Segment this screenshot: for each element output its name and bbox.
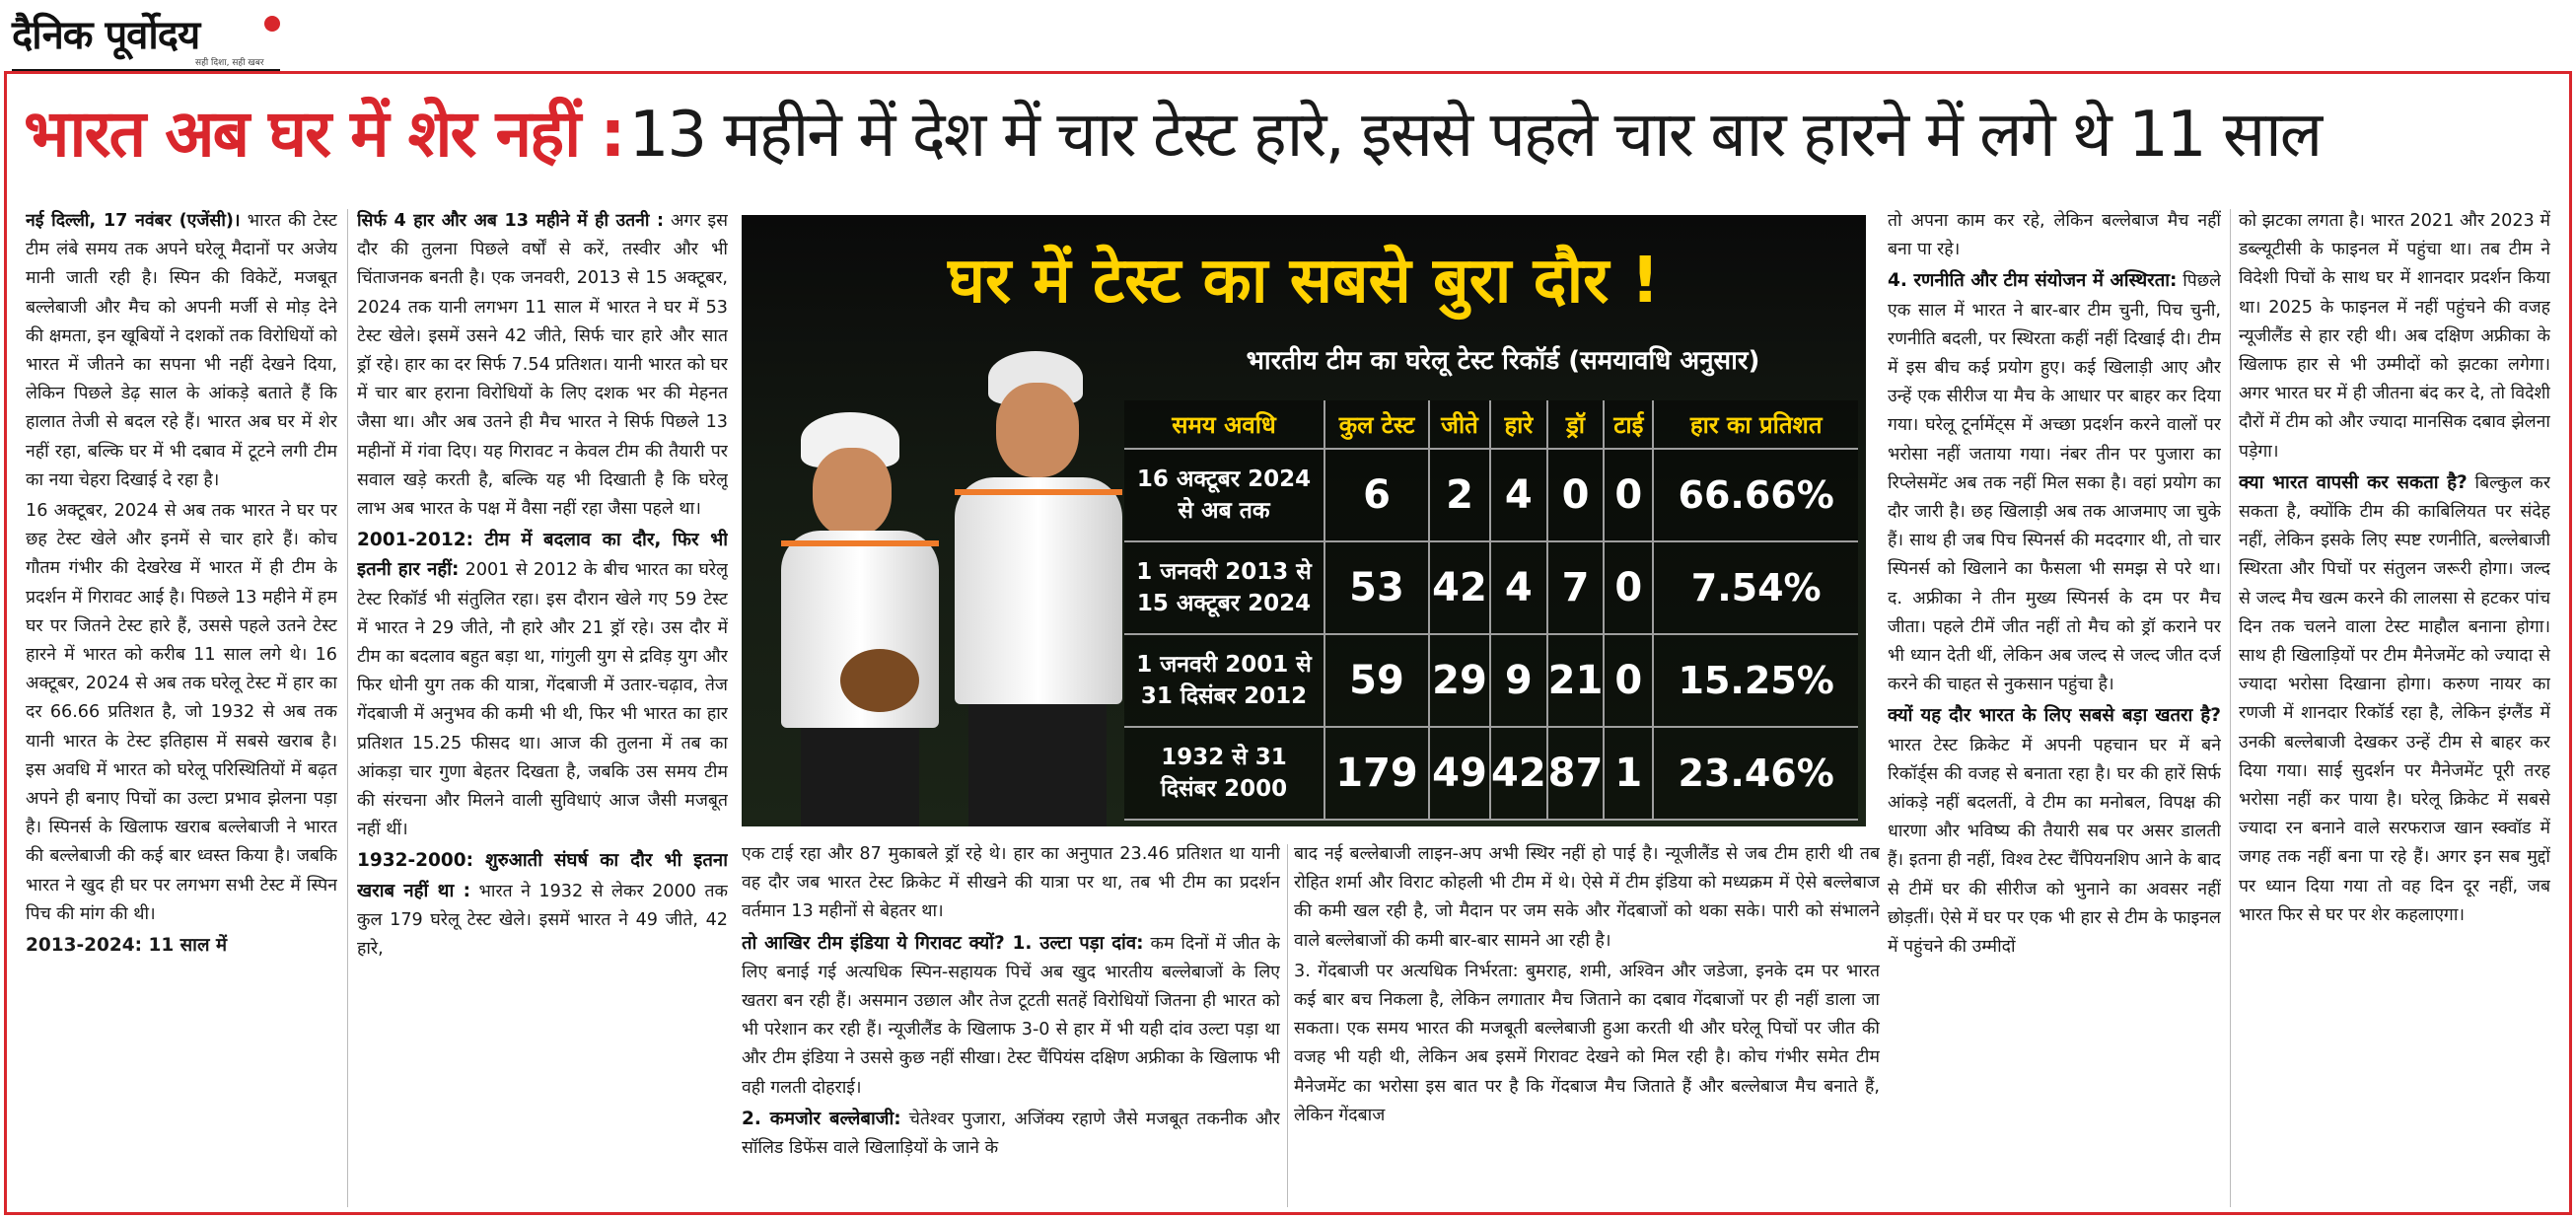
lost-cell: 4 bbox=[1491, 450, 1548, 542]
column-header: टाई bbox=[1605, 400, 1654, 450]
period-cell: 1 जनवरी 2013 से 15 अक्टूबर 2024 bbox=[1124, 542, 1325, 635]
total-cell: 179 bbox=[1325, 728, 1430, 821]
logo-tagline: सही दिशा, सही खबर bbox=[195, 58, 264, 68]
subheading: 4. रणनीति और टीम संयोजन में अस्थिरता: bbox=[1888, 270, 2178, 292]
won-cell: 42 bbox=[1430, 542, 1491, 635]
article-column-3 bbox=[742, 840, 1280, 1211]
loss-percent-cell: 7.54% bbox=[1654, 542, 1858, 635]
paragraph: तो अपना काम कर रहे, लेकिन बल्लेबाज मैच नहीं बना पा रहे। bbox=[1888, 211, 2221, 260]
loss-percent-cell: 23.46% bbox=[1654, 728, 1858, 821]
won-cell: 49 bbox=[1430, 728, 1491, 821]
headline bbox=[24, 87, 2558, 185]
tie-cell: 0 bbox=[1605, 450, 1654, 542]
column-header: जीते bbox=[1430, 400, 1491, 450]
table-row bbox=[1124, 450, 1858, 542]
lost-cell: 9 bbox=[1491, 635, 1548, 728]
tie-cell: 0 bbox=[1605, 542, 1654, 635]
paragraph: सिर्फ 4 हार और अब 13 महीने में ही उतनी : अगर इस दौर की तुलना पिछले वर्षों से करें, तस्वीर और भी चिंताजनक बनती है। एक जनवरी, 2013 से 15 अक्टूबर, 2024 तक यानी लगभग 11 साल में भारत ने घर में 53 टेस्ट खेले। इसमें उसने 42 जीते, सिर्फ चार हारे और सात ड्रॉ रहे। हार का दर सिर्फ 7.54 प्रतिशत। यानी भारत को घर में चार बार हराना विरोधियों के लिए दशक भर की मेहनत जैसा था। और अब उतने ही मैच भारत ने सिर्फ पिछले 13 महीनों में गंवा दिए। यह गिरावट न केवल टीम की तैयारी पर सवाल खड़े करती है, बल्कि यह भी दिखाती है कि घरेलू लाभ अब भारत के पक्ष में वैसा नहीं रहा जैसा पहले था। bbox=[357, 211, 728, 520]
paragraph: एक टाई रहा और 87 मुकाबले ड्रॉ रहे थे। हार का अनुपात 23.46 प्रतिशत था यानी वह दौर जब भारत टेस्ट क्रिकेट में सीखने की यात्रा पर था, तब भी टीम का प्रदर्शन वर्तमान 13 महीनों से बेहतर था। bbox=[742, 844, 1280, 922]
loss-percent-cell: 15.25% bbox=[1654, 635, 1858, 728]
paragraph: 4. रणनीति और टीम संयोजन में अस्थिरता: पिछले एक साल में भारत ने बार-बार टीम चुनी, पिच चुनी, रणनीति बदली, पर स्थिरता कहीं नहीं दिखाई दी। टीम में इस बीच कई प्रयोग हुए। कई खिलाड़ी आए और उन्हें एक सीरीज या मैच के आधार पर बाहर कर दिया गया। घरेलू टूर्नामेंट्स में अच्छा प्रदर्शन करने वालों पर भरोसा नहीं जताया गया। नंबर तीन पर पुजारा का रिप्लेसमेंट अब तक नहीं मिल सका है। वहां प्रयोग का दौर जारी है। छह खिलाड़ी अब तक आजमाए जा चुके हैं। साथ ही जब पिच स्पिनर्स की मददगार थी, तो चार स्पिनर्स को खिलाने का फैसला भी समझ से परे था। द. अफ्रीका ने तीन मुख्य स्पिनर्स के दम पर मैच जीता। पहले टीमें जीत नहीं तो मैच को ड्रॉ कराने पर भी ध्यान देती थीं, लेकिन अब जल्द से जल्द जीत दर्ज करने की चाहत से नुकसान पहुंचा है। bbox=[1888, 270, 2221, 695]
lost-cell: 42 bbox=[1491, 728, 1548, 821]
subheading: सिर्फ 4 हार और अब 13 महीने में ही उतनी : bbox=[357, 211, 665, 231]
period-cell: 1932 से 31 दिसंबर 2000 bbox=[1124, 728, 1325, 821]
article-column-2 bbox=[357, 207, 728, 1211]
draw-cell: 87 bbox=[1548, 728, 1606, 821]
column-header: हार का प्रतिशत bbox=[1654, 400, 1858, 450]
loss-percent-cell: 66.66% bbox=[1654, 450, 1858, 542]
period-cell: 16 अक्टूबर 2024 से अब तक bbox=[1124, 450, 1325, 542]
column-header: हारे bbox=[1491, 400, 1548, 450]
logo-dot-icon bbox=[264, 16, 280, 32]
subheading: 2. कमजोर बल्लेबाजी: bbox=[742, 1108, 901, 1129]
subheading: तो आखिर टीम इंडिया ये गिरावट क्यों? 1. उल्टा पड़ा दांव: bbox=[742, 932, 1144, 954]
draw-cell: 21 bbox=[1548, 635, 1606, 728]
article-column-6 bbox=[2239, 207, 2550, 1211]
column-divider bbox=[347, 209, 348, 1207]
infographic-subtitle: भारतीय टीम का घरेलू टेस्ट रिकॉर्ड (समयावधि अनुसार) bbox=[1246, 346, 1760, 376]
column-header: कुल टेस्ट bbox=[1325, 400, 1430, 450]
player-illustration bbox=[742, 215, 1136, 826]
table-row bbox=[1124, 728, 1858, 821]
paragraph: 3. गेंदबाजी पर अत्यधिक निर्भरता: बुमराह, शमी, अश्विन और जडेजा, इनके दम पर भारत कई बार बच निकला है, लेकिन लगातार मैच जिताने का दबाव गेंदबाजों पर ही नहीं डाला जा सकता। एक समय भारत की मजबूती बल्लेबाजी हुआ करती थी और घरेलू पिचों पर जीत की वजह भी यही थी, लेकिन अब इसमें गिरावट देखने को मिल रही है। कोच गंभीर समेत टीम मैनेजमेंट का भरोसा इस बात पर है कि गेंदबाज मैच जिताते हैं और बल्लेबाज मैच बनाते हैं, लेकिन गेंदबाज bbox=[1294, 961, 1880, 1125]
newspaper-logo[interactable]: दैनिक पूर्वोदय bbox=[12, 12, 200, 58]
paragraph: तो आखिर टीम इंडिया ये गिरावट क्यों? 1. उल्टा पड़ा दांव: कम दिनों में जीत के लिए बनाई गई अत्यधिक स्पिन-सहायक पिचें अब खुद भारतीय बल्लेबाजों के लिए खतरा बन रही हैं। असमान उछाल और तेज टूटती सतहें विरोधियों जितना ही भारत को भी परेशान कर रही हैं। न्यूजीलैंड के खिलाफ 3-0 से हार में भी यही दांव उल्टा पड़ा था और टीम इंडिया ने उससे कुछ नहीं सीखा। टेस्ट चैंपियंस दक्षिण अफ्रीका के खिलाफ भी वही गलती दोहराई। bbox=[742, 932, 1280, 1098]
subheading: 2001-2012: टीम में बदलाव का दौर, फिर भी इतनी हार नहीं: bbox=[357, 530, 728, 581]
won-cell: 2 bbox=[1430, 450, 1491, 542]
table-row bbox=[1124, 635, 1858, 728]
tie-cell: 1 bbox=[1605, 728, 1654, 821]
infographic-title: घर में टेस्ट का सबसे बुरा दौर ! bbox=[948, 245, 1660, 318]
column-divider bbox=[2230, 209, 2231, 1207]
column-divider bbox=[1287, 844, 1288, 1207]
subheading: क्यों यह दौर भारत के लिए सबसे बड़ा खतरा है? bbox=[1888, 705, 2221, 727]
tie-cell: 0 bbox=[1605, 635, 1654, 728]
paragraph: 2001-2012: टीम में बदलाव का दौर, फिर भी इतनी हार नहीं: 2001 से 2012 के बीच भारत का घरेलू टेस्ट रिकॉर्ड भी संतुलित रहा। इस दौरान खेले गए 59 टेस्ट में भारत ने 29 जीते, नौ हारे और 21 ड्रॉ रहे। उस दौर में टीम का बदलाव बहुत बड़ा था, गांगुली युग से द्रविड़ युग और फिर धोनी युग तक की यात्रा, गेंदबाजी में उतार-चढ़ाव, तेज गेंदबाजी में अनुभव की कमी भी थी, फिर भी भारत का हार प्रतिशत 15.25 फीसद था। आज की तुलना में तब का आंकड़ा चार गुणा बेहतर दिखता है, जबकि उस समय टीम की संरचना और मिलने वाली सुविधाएं आज जैसी मजबूत नहीं थीं। bbox=[357, 530, 728, 840]
draw-cell: 7 bbox=[1548, 542, 1606, 635]
paragraph: नई दिल्ली, 17 नवंबर (एजेंसी)। भारत की टेस्ट टीम लंबे समय तक अपने घरेलू मैदानों पर अजेय मानी जाती रही है। स्पिन की विकेटें, मजबूत बल्लेबाजी और मैच को अपनी मर्जी से मोड़ देने की क्षमता, इन खूबियों ने दशकों तक विरोधियों को भारत में जीतने का सपना भी नहीं देखने दिया, लेकिन पिछले डेढ़ साल के आंकड़े बताते हैं कि हालात तेजी से बदल रहे हैं। भारत अब घर में शेर नहीं रहा, बल्कि घर में भी दबाव में टूटने लगी टीम का नया चेहरा दिखाई दे रहा है। bbox=[26, 211, 337, 490]
won-cell: 29 bbox=[1430, 635, 1491, 728]
test-record-table bbox=[1124, 400, 1858, 821]
total-cell: 59 bbox=[1325, 635, 1430, 728]
paragraph: क्यों यह दौर भारत के लिए सबसे बड़ा खतरा है? भारत टेस्ट क्रिकेट में अपनी पहचान घर में बने रिकॉर्ड्स की वजह से बनाता रहा है। घर की हारें सिर्फ आंकड़े नहीं बदलतीं, वे टीम का मनोबल, विपक्ष की धारणा और भविष्य की तैयारी सब पर असर डालती हैं। इतना ही नहीं, विश्व टेस्ट चैंपियनशिप आने के बाद से टीमें घर की सीरीज को भुनाने का अवसर नहीं छोड़तीं। ऐसे में घर पर एक भी हार से टीम के फाइनल में पहुंचने की उम्मीदों bbox=[1888, 705, 2221, 958]
period-cell: 1 जनवरी 2001 से 31 दिसंबर 2012 bbox=[1124, 635, 1325, 728]
column-header: समय अवधि bbox=[1124, 400, 1325, 450]
dateline: नई दिल्ली, 17 नवंबर (एजेंसी)। bbox=[26, 211, 241, 231]
article-column-4 bbox=[1294, 840, 1880, 1211]
paragraph: 1932-2000: शुरुआती संघर्ष का दौर भी इतना खराब नहीं था : भारत ने 1932 से लेकर 2000 तक कुल 179 घरेलू टेस्ट खेले। इसमें भारत ने 49 जीते, 42 हारे, bbox=[357, 850, 728, 960]
total-cell: 6 bbox=[1325, 450, 1430, 542]
paragraph: को झटका लगता है। भारत 2021 और 2023 में डब्ल्यूटीसी के फाइनल में पहुंचा था। तब टीम ने विदेशी पिचों के साथ घर में शानदार प्रदर्शन किया था। 2025 के फाइनल में नहीं पहुंचने की वजह न्यूजीलैंड से हार रही थी। अब दक्षिण अफ्रीका के खिलाफ हार से भी उम्मीदों को झटका लगेगा। अगर भारत घर में ही जीतना बंद कर दे, तो विदेशी दौरों में टीम को और ज्यादा मानसिक दबाव झेलना पड़ेगा। bbox=[2239, 211, 2550, 462]
headline-main: 13 महीने में देश में चार टेस्ट हारे, इससे पहले चार बार हारने में लगे थे 11 साल bbox=[628, 99, 2322, 172]
masthead bbox=[12, 6, 278, 69]
paragraph: 2. कमजोर बल्लेबाजी: चेतेश्वर पुजारा, अजिंक्य रहाणे जैसे मजबूत तकनीक और सॉलिड डिफेंस वाले खिलाड़ियों के जाने के bbox=[742, 1108, 1280, 1159]
table-header-row bbox=[1124, 400, 1858, 450]
subheading: क्या भारत वापसी कर सकता है? bbox=[2239, 471, 2468, 493]
headline-lead: भारत अब घर में शेर नहीं : bbox=[24, 96, 624, 172]
article-column-5 bbox=[1888, 207, 2221, 1211]
subheading: 1932-2000: शुरुआती संघर्ष का दौर भी इतना खराब नहीं था : bbox=[357, 850, 728, 901]
draw-cell: 0 bbox=[1548, 450, 1606, 542]
paragraph: 16 अक्टूबर, 2024 से अब तक भारत ने घर पर छह टेस्ट खेले और इनमें से चार हारे हैं। कोच गौतम गंभीर की देखरेख में भारत में ही टीम के प्रदर्शन में गिरावट आई है। पिछले 13 महीने में हम घर पर जितने टेस्ट हारे हैं, उससे पहले उतने टेस्ट हारने में भारत को करीब 11 साल लगे थे। 16 अक्टूबर, 2024 से अब तक घरेलू टेस्ट में हार का दर 66.66 प्रतिशत है, जो 1932 से अब तक यानी भारत के टेस्ट इतिहास में सबसे खराब है। इस अवधि में भारत को घरेलू परिस्थितियों में बढ़त अपने ही बनाए पिचों का उल्टा प्रभाव झेलना पड़ा है। स्पिनर्स के खिलाफ खराब बल्लेबाजी ने भारत की बल्लेबाजी की कई बार ध्वस्त किया है। जबकि भारत ने खुद ही घर पर लगभग सभी टेस्ट में स्पिन पिच की मांग की थी। bbox=[26, 501, 337, 924]
column-header: ड्रॉ bbox=[1548, 400, 1606, 450]
article-column-1 bbox=[26, 207, 337, 1211]
infographic bbox=[742, 215, 1866, 826]
table-row bbox=[1124, 542, 1858, 635]
total-cell: 53 bbox=[1325, 542, 1430, 635]
paragraph: क्या भारत वापसी कर सकता है? बिल्कुल कर सकता है, क्योंकि टीम की काबिलियत पर संदेह नहीं, लेकिन इसके लिए स्पष्ट रणनीति, बल्लेबाजी स्थिरता और पिचों पर संतुलन जरूरी होगा। जल्द से जल्द मैच खत्म करने की लालसा से हटकर पांच दिन तक चलने वाला टेस्ट माहौल बनाना होगा। साथ ही खिलाड़ियों पर टीम मैनेजमेंट को ज्यादा से ज्यादा भरोसा दिखाना होगा। करुण नायर का रणजी में शानदार रिकॉर्ड रहा है, लेकिन इंग्लैंड में उनकी बल्लेबाजी देखकर उन्हें टीम से बाहर कर दिया गया। साई सुदर्शन पर मैनेजमेंट पूरी तरह भरोसा नहीं कर पाया है। घरेलू क्रिकेट में सबसे ज्यादा रन बनाने वाले सरफराज खान स्क्वॉड में जगह तक नहीं बना पा रहे हैं। अगर इन सब मुद्दों पर ध्यान दिया गया तो वह दिन दूर नहीं, जब भारत फिर से घर पर शेर कहलाएगा। bbox=[2239, 471, 2550, 925]
subheading: 2013-2024: 11 साल में bbox=[26, 935, 228, 957]
lost-cell: 4 bbox=[1491, 542, 1548, 635]
paragraph: बाद नई बल्लेबाजी लाइन-अप अभी स्थिर नहीं हो पाई है। न्यूजीलैंड से जब टीम हारी थी तब रोहित शर्मा और विराट कोहली भी टीम में थे। ऐसे में टीम इंडिया को मध्यक्रम में ऐसे बल्लेबाज की कमी खल रही है, जो मैदान पर जम सके और गेंदबाजों को थका सके। पारी को संभालने वाले बल्लेबाजों की कमी बार-बार सामने आ रही है। bbox=[1294, 844, 1880, 951]
